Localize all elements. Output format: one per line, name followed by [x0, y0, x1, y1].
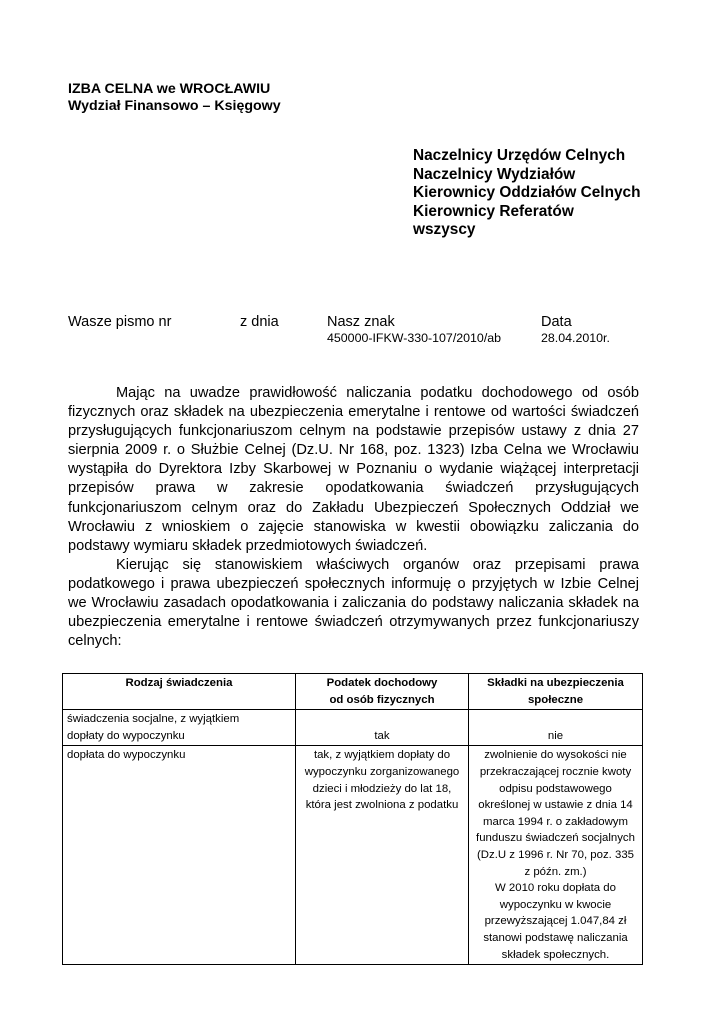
paragraph-line: Mając na uwadze prawidłowość naliczania podatku dochodowego od osób	[116, 385, 639, 401]
benefits-table	[62, 673, 643, 965]
table-row	[63, 710, 643, 746]
your-letter-label: Wasze pismo nr	[68, 314, 172, 330]
column-header-contributions: Składki na ubezpieczenia społeczne	[469, 674, 643, 710]
column-header-type: Rodzaj świadczenia	[63, 674, 296, 710]
date-from-label: z dnia	[240, 314, 279, 330]
table-row	[63, 746, 643, 965]
tax-cell: tak, z wyjątkiem dopłaty do wypoczynku zorganizowanego dzieci i młodzieży do lat 18, która jest zwolniona z podatku	[296, 746, 469, 965]
recipient-line: Naczelnicy Urzędów Celnych	[413, 147, 626, 164]
benefit-type-cell: świadczenia socjalne, z wyjątkiem dopłaty do wypoczynku	[63, 710, 296, 746]
our-sign-label: Nasz znak	[327, 314, 395, 330]
our-sign-value: 450000-IFKW-330-107/2010/ab	[327, 331, 502, 345]
paragraph-line: sierpnia 2009 r. o Służbie Celnej (Dz.U. Nr 168, poz. 1323) Izba Celna we Wrocławiu	[68, 442, 639, 459]
table-header-row	[63, 674, 643, 710]
organization-name: IZBA CELNA we WROCŁAWIU	[68, 81, 271, 97]
department-name: Wydział Finansowo – Księgowy	[68, 98, 281, 114]
paragraph-line: podatkowego i prawa ubezpieczeń społecznych informuję o przyjętych w Izbie Celnej	[68, 576, 639, 593]
contributions-cell: zwolnienie do wysokości nie przekraczającej rocznie kwoty odpisu podstawowego określonej w ustawie z dnia 14 marca 1994 r. o zakładowym funduszu świadczeń socjalnych (Dz.U z 1996 r. Nr 70, poz. 335 z późn. zm.) W 2010 roku dopłata do wypoczynku w kwocie przewyższającej 1.047,84 zł stanowi podstawę naliczania składek społecznych.	[469, 746, 643, 965]
recipient-line: wszyscy	[413, 221, 476, 239]
recipient-line: Naczelnicy Wydziałów	[413, 165, 576, 183]
tax-cell: tak	[296, 710, 469, 746]
paragraph-line: Kierując się stanowiskiem właściwych organów oraz przepisami prawa	[116, 557, 639, 573]
paragraph-line: Wrocławiu z wnioskiem o zajęcie stanowiska w kwestii obowiązku zaliczania do	[68, 518, 639, 535]
recipient-line: Kierownicy Oddziałów Celnych	[413, 184, 641, 202]
contributions-cell: nie	[469, 710, 643, 746]
paragraph-line: fizycznych oraz składek na ubezpieczenia emerytalne i rentowe od wartości świadczeń	[68, 404, 639, 421]
paragraph-line: wystąpiła do Dyrektora Izby Skarbowej w Poznaniu o wydanie wiążącej interpretacji	[68, 461, 639, 478]
body-paragraph-1	[68, 384, 639, 556]
benefit-type-cell: dopłata do wypoczynku	[63, 746, 296, 965]
paragraph-line: przepisów prawa w zakresie opodatkowania świadczeń przysługujących	[68, 480, 639, 497]
paragraph-line: przysługujących funkcjonariuszom celnym na podstawie przepisów ustawy z dnia 27	[68, 423, 639, 440]
recipient-line: Kierownicy Referatów	[413, 202, 574, 220]
recipients-block	[413, 147, 641, 240]
date-value: 28.04.2010r.	[541, 331, 610, 345]
date-label: Data	[541, 314, 572, 330]
paragraph-line: ubezpieczenia emerytalne i rentowe świadczeń otrzymywanych przez funkcjonariuszy	[68, 614, 639, 631]
paragraph-line: podstawy wymiaru składek przedmiotowych świadczeń.	[68, 537, 428, 554]
column-header-tax: Podatek dochodowy od osób fizycznych	[296, 674, 469, 710]
paragraph-line: we Wrocławiu zasadach opodatkowania i zaliczania do podstawy naliczania składek na	[68, 595, 639, 612]
body-paragraph-2	[68, 556, 639, 651]
paragraph-line: funkcjonariuszom celnym oraz do Zakładu Ubezpieczeń Społecznych Oddział we	[68, 499, 639, 516]
paragraph-line: celnych:	[68, 633, 122, 650]
